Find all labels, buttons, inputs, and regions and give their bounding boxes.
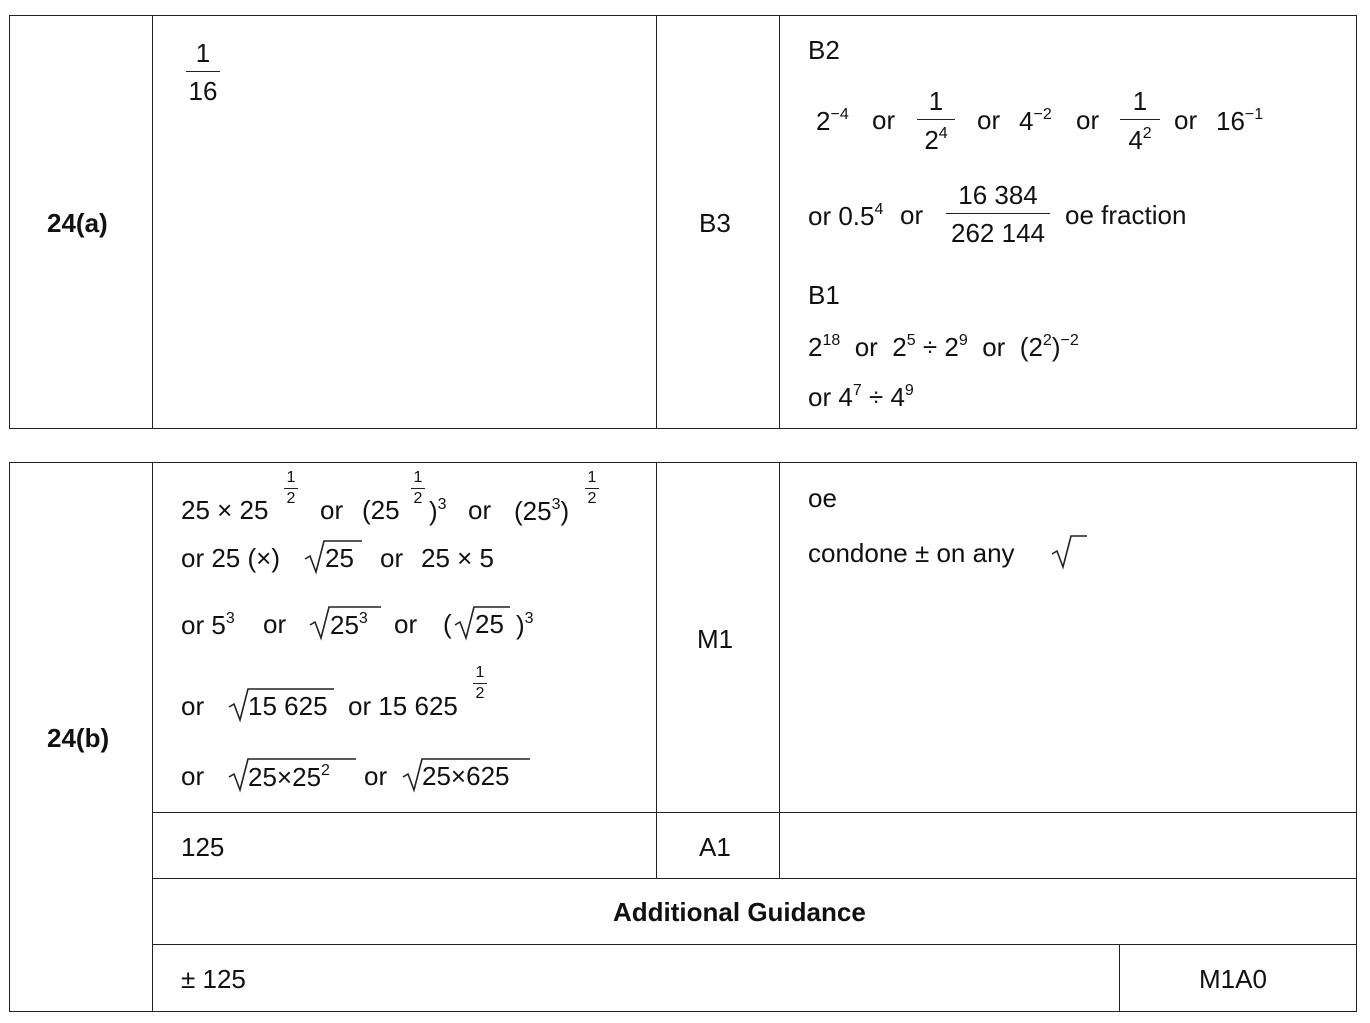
divider [779, 15, 780, 429]
divider [152, 944, 1357, 945]
b2-line1-pow3: $16^{-1}$ [1216, 106, 1264, 136]
mark-a1: A1 [699, 832, 731, 862]
divider [152, 878, 1357, 879]
divider [656, 15, 657, 429]
or-text: or [394, 609, 418, 639]
half-exponent: 1 2 [284, 470, 298, 507]
divider [152, 462, 153, 1012]
working-line1-a: 25 × 25 [181, 495, 269, 525]
working-line4-mid: or 15 625 [348, 691, 458, 721]
b2-line1-pow1: $2^{-4}$ [816, 106, 849, 136]
mark-m1: M1 [697, 624, 734, 654]
or-text: or [364, 761, 388, 791]
working-line3-prefix: or $5^3$ [181, 610, 235, 640]
or-text: or [1076, 105, 1100, 135]
guidance-condone: condone ± on any [808, 538, 1015, 568]
b1-line2: or $4^7 \div 4^9$ [808, 382, 914, 412]
radicand: 25 [325, 543, 354, 573]
or-text: or [263, 609, 287, 639]
b1-line1: $2^{18}$ or $2^5 \div 2^9$ or $(2^2)^{-2}$ [808, 332, 1079, 362]
b2-fraction-1: 1 $2^4$ [917, 88, 955, 153]
half-exponent: 1 2 [473, 665, 487, 702]
or-text: or [468, 495, 492, 525]
guidance-row-text: ± 125 [181, 964, 246, 994]
mark-b3: B3 [699, 208, 731, 238]
working-line1-c: $(25^3)$ [514, 496, 570, 526]
working-line1-b-close: )$^3$ [429, 496, 447, 526]
guidance-oe: oe [808, 483, 837, 513]
divider [779, 462, 780, 879]
oe-fraction-text: oe fraction [1065, 200, 1187, 230]
sqrt-symbol [1051, 533, 1091, 573]
divider [152, 15, 153, 429]
answer-fraction: 1 16 [186, 40, 220, 104]
or-text: or [181, 761, 205, 791]
b2-line1-pow2: $4^{-2}$ [1019, 106, 1052, 136]
b2-fraction-2: 1 $4^2$ [1120, 88, 1160, 153]
b1-label: B1 [808, 280, 840, 310]
working-line2-prefix: or 25 (×) [181, 543, 280, 573]
working-line2-tail: 25 × 5 [421, 543, 495, 573]
half-exponent: 1 2 [411, 470, 425, 507]
divider [1119, 944, 1120, 1012]
question-label-24b: 24(b) [47, 723, 110, 753]
or-text: or [872, 105, 896, 135]
b2-fraction-3: 16 384 262 144 [946, 182, 1050, 246]
or-text: or [181, 691, 205, 721]
radicand: $25^3$ [330, 610, 368, 640]
divider [152, 812, 1357, 813]
or-text: or [977, 105, 1001, 135]
divider [656, 462, 657, 879]
radicand: $25\times 25^2$ [248, 762, 330, 792]
or-text: or [1174, 105, 1198, 135]
b2-line2-prefix: or $0.5^4$ [808, 201, 884, 231]
radicand: 25 [475, 609, 504, 639]
paren-open: ( [443, 609, 452, 639]
working-line1-b: (25 [362, 495, 400, 525]
b2-label: B2 [808, 35, 840, 65]
answer-125: 125 [181, 832, 225, 862]
additional-guidance-title: Additional Guidance [613, 897, 866, 927]
or-text: or [900, 200, 924, 230]
paren-close: )$^3$ [516, 610, 534, 640]
or-text: or [380, 543, 404, 573]
or-text: or [320, 495, 344, 525]
guidance-row-mark: M1A0 [1199, 964, 1267, 994]
radicand: 15 625 [248, 691, 328, 721]
radicand: 25×625 [422, 761, 510, 791]
half-exponent: 1 2 [585, 470, 599, 507]
question-label-24a: 24(a) [47, 208, 108, 238]
